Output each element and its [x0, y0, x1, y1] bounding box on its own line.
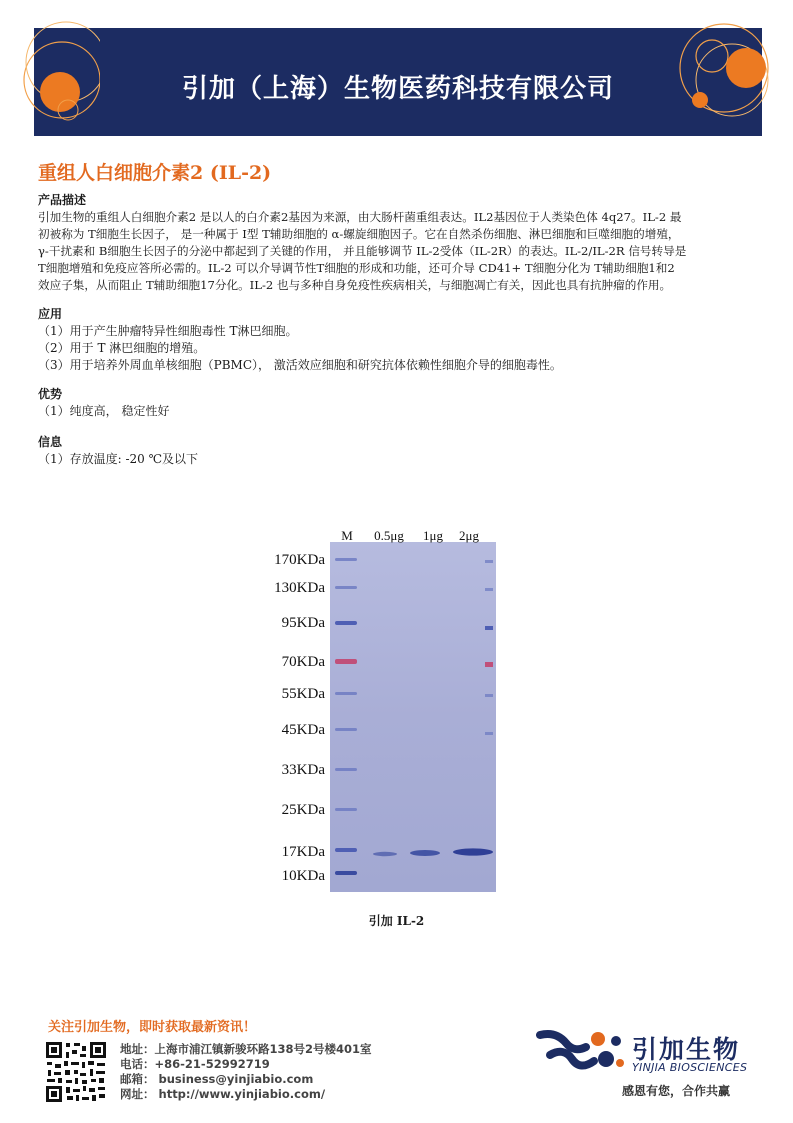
edge-band	[485, 732, 493, 735]
marker-band	[335, 848, 357, 852]
application-item: （3）用于培养外周血单核细胞（PBMC）， 激活效应细胞和研究抗体依赖性细胞介导的细胞毒性。	[38, 358, 562, 372]
info-section	[38, 434, 760, 468]
brand-slogan: 感恩有您，合作共赢	[622, 1084, 731, 1098]
edge-band	[485, 626, 493, 630]
address-text: 地址：上海市浦江镇新骏环路138号2号楼401室	[120, 1042, 372, 1056]
lane-label: 1μg	[423, 528, 443, 543]
lane-label: 2μg	[459, 528, 479, 543]
gel-background	[330, 542, 496, 892]
brand-name-cn: 引加生物	[632, 1035, 741, 1064]
application-section	[38, 306, 760, 374]
description-heading: 产品描述	[38, 193, 87, 207]
description-line: γ-干扰素和 B细胞生长因子的分泌中都起到了关键的作用， 并且能够调节 IL-2受体（IL-2R）的表达。IL-2/IL-2R 信号转导是	[38, 244, 687, 258]
gel-caption: 引加 IL-2	[368, 914, 425, 928]
advantage-heading: 优势	[38, 387, 63, 401]
sample-band-2ug	[453, 848, 493, 855]
edge-band	[485, 560, 493, 563]
sds-page-gel	[255, 520, 505, 900]
marker-band	[335, 659, 357, 664]
yinjia-logo-icon	[536, 1025, 626, 1075]
application-item: （2）用于 T 淋巴细胞的增殖。	[38, 341, 206, 355]
lane-label: 0.5μg	[374, 528, 404, 543]
phone-text: 电话：+86-21-52992719	[120, 1057, 270, 1071]
marker-band	[335, 728, 357, 731]
application-heading: 应用	[38, 307, 63, 321]
marker-label: 70KDa	[281, 654, 325, 670]
footer-slogan: 关注引加生物，即时获取最新资讯！	[48, 1020, 257, 1035]
advantage-section	[38, 386, 760, 420]
marker-band	[335, 692, 357, 695]
marker-label: 10KDa	[281, 868, 325, 884]
description-line: 效应子集，从而阻止 T辅助细胞17分化。IL-2 也与多种自身免疫性疾病相关，与细胞凋亡有关，因此也具有抗肿瘤的作用。	[38, 278, 672, 292]
product-title: 重组人白细胞介素2 (IL-2)	[38, 162, 272, 184]
marker-label: 130KDa	[274, 580, 325, 596]
header-banner	[34, 28, 762, 136]
info-heading: 信息	[38, 435, 63, 449]
marker-band	[335, 768, 357, 771]
marker-label: 170KDa	[274, 552, 325, 568]
email-link[interactable]: 邮箱： business@yinjiabio.com	[120, 1072, 314, 1086]
sample-band-1ug	[410, 850, 440, 856]
marker-label: 95KDa	[281, 615, 325, 631]
edge-band	[485, 588, 493, 591]
marker-label: 17KDa	[281, 844, 325, 860]
marker-label: 55KDa	[281, 686, 325, 702]
marker-band	[335, 808, 357, 811]
edge-band	[485, 694, 493, 697]
application-item: （1）用于产生肿瘤特异性细胞毒性 T淋巴细胞。	[38, 324, 298, 338]
marker-label: 33KDa	[281, 762, 325, 778]
sample-band-0.5ug	[373, 852, 397, 856]
website-link[interactable]: 网址： http://www.yinjiabio.com/	[120, 1087, 326, 1101]
brand-name-en: YINJIA BIOSCIENCES	[632, 1061, 748, 1074]
lane-label: M	[341, 528, 353, 543]
description-line: 引加生物的重组人白细胞介素2 是以人的白介素2基因为来源，由大肠杆菌重组表达。IL2基因位于人类染色体 4q27。IL-2 最	[38, 210, 682, 224]
info-item: （1）存放温度: -20 ℃及以下	[38, 452, 199, 466]
marker-band	[335, 586, 357, 589]
company-name: 引加（上海）生物医药科技有限公司	[181, 74, 614, 104]
advantage-item: （1）纯度高， 稳定性好	[38, 404, 170, 418]
contact-block	[120, 1042, 372, 1102]
description-line: 初被称为 T细胞生长因子， 是一种属于 I型 T辅助细胞的 α-螺旋细胞因子。它在自然杀伤细胞、淋巴细胞和巨噬细胞的增殖，	[38, 227, 680, 241]
marker-label: 25KDa	[281, 802, 325, 818]
description-section	[38, 192, 760, 294]
marker-band	[335, 558, 357, 561]
qr-code-icon[interactable]	[44, 1040, 108, 1104]
marker-band	[335, 621, 357, 625]
description-line: T细胞增殖和免疫应答所必需的。IL-2 可以介导调节性T细胞的形成和功能，还可介导 CD41+ T细胞分化为 T辅助细胞1和2	[38, 261, 675, 275]
marker-label: 45KDa	[281, 722, 325, 738]
edge-band	[485, 662, 493, 667]
marker-band	[335, 871, 357, 875]
